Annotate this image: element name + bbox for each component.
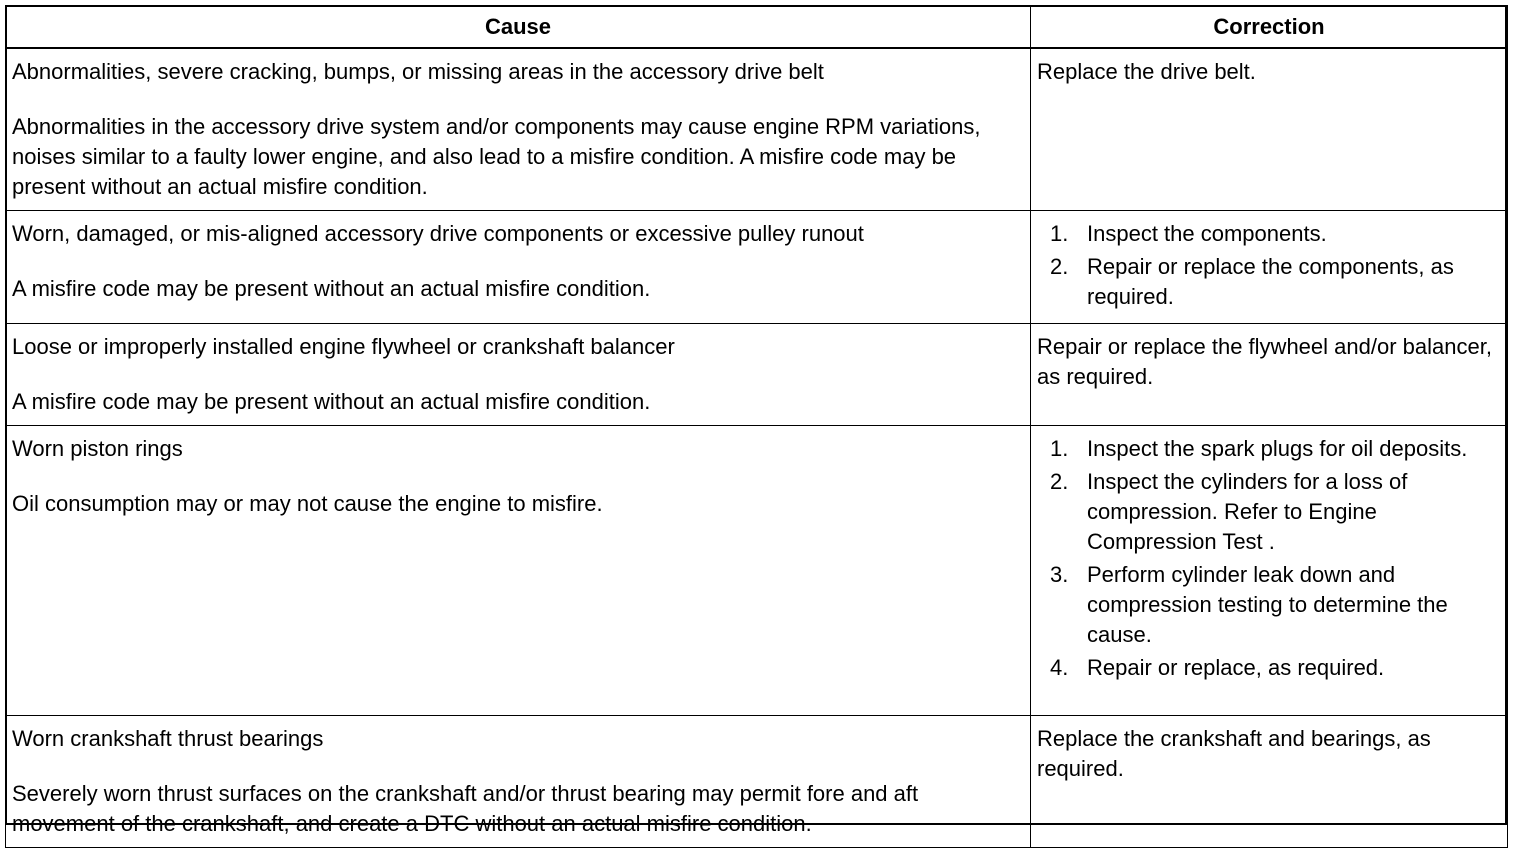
step-number: 2.	[1050, 469, 1069, 494]
cause-cell	[6, 324, 1031, 426]
correction-text: Replace the drive belt.	[1037, 59, 1256, 84]
table-header-row	[6, 6, 1508, 49]
step-text: Inspect the components.	[1087, 221, 1327, 246]
cause-note: A misfire code may be present without an actual misfire condition.	[12, 389, 651, 414]
correction-steps	[1037, 434, 1501, 683]
correction-step	[1050, 653, 1501, 683]
step-text: Perform cylinder leak down and compression testing to determine the cause.	[1087, 562, 1448, 647]
cause-cell	[6, 211, 1031, 324]
correction-step	[1050, 252, 1501, 312]
diagnosis-table	[5, 5, 1508, 848]
correction-text: Repair or replace the flywheel and/or balancer, as required.	[1037, 334, 1492, 389]
step-text: Inspect the spark plugs for oil deposits.	[1087, 436, 1468, 461]
step-number: 2.	[1050, 254, 1069, 279]
table-row	[6, 211, 1508, 324]
correction-steps	[1037, 219, 1501, 312]
cause-note: Severely worn thrust surfaces on the crankshaft and/or thrust bearing may permit fore and aft movement of the crankshaft, and create a DTC without an actual misfire condition.	[12, 781, 919, 836]
correction-step	[1050, 434, 1501, 464]
correction-cell	[1031, 48, 1508, 211]
correction-text: Replace the crankshaft and bearings, as required.	[1037, 726, 1431, 781]
step-number: 4.	[1050, 655, 1069, 680]
step-number: 1.	[1050, 221, 1069, 246]
correction-step	[1050, 560, 1501, 650]
step-text: Repair or replace, as required.	[1087, 655, 1385, 680]
cause-title: Worn crankshaft thrust bearings	[12, 726, 324, 751]
step-number: 3.	[1050, 562, 1069, 587]
cause-title: Abnormalities, severe cracking, bumps, or missing areas in the accessory drive belt	[12, 59, 824, 84]
cause-note: A misfire code may be present without an actual misfire condition.	[12, 276, 651, 301]
cause-cell	[6, 426, 1031, 716]
correction-cell	[1031, 426, 1508, 716]
step-text: Inspect the cylinders for a loss of compression. Refer to Engine Compression Test .	[1087, 469, 1408, 554]
correction-step	[1050, 219, 1501, 249]
correction-cell	[1031, 211, 1508, 324]
cause-cell	[6, 716, 1031, 848]
cause-column-header: Cause	[6, 6, 1031, 49]
table-row	[6, 324, 1508, 426]
cause-title: Loose or improperly installed engine flywheel or crankshaft balancer	[12, 334, 675, 359]
table-row	[6, 716, 1508, 848]
correction-cell	[1031, 324, 1508, 426]
correction-step	[1050, 467, 1501, 557]
correction-cell	[1031, 716, 1508, 848]
table-row	[6, 426, 1508, 716]
cause-note: Abnormalities in the accessory drive system and/or components may cause engine RPM variations, noises similar to a faulty lower engine, and also lead to a misfire condition. A misfire code may be present without an actual misfire condition.	[12, 114, 981, 199]
cause-cell	[6, 48, 1031, 211]
step-number: 1.	[1050, 436, 1069, 461]
cause-title: Worn piston rings	[12, 436, 183, 461]
step-text: Repair or replace the components, as required.	[1087, 254, 1454, 309]
correction-column-header: Correction	[1031, 6, 1508, 49]
cause-title: Worn, damaged, or mis-aligned accessory drive components or excessive pulley runout	[12, 221, 864, 246]
cause-note: Oil consumption may or may not cause the engine to misfire.	[12, 491, 603, 516]
table-row	[6, 48, 1508, 211]
